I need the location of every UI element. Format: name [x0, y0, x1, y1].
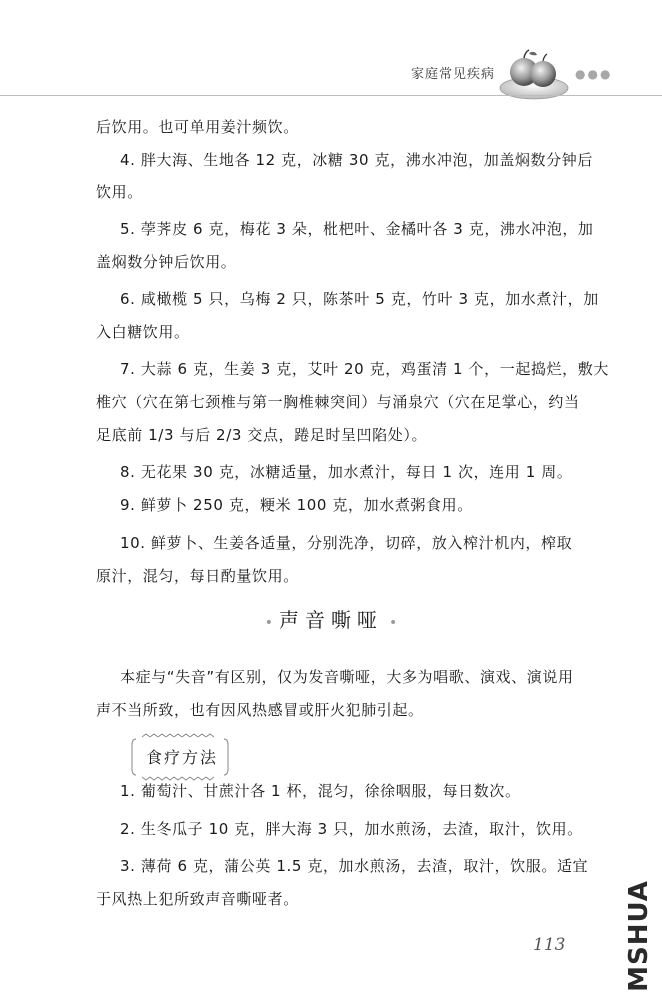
paragraph-line: 10. 鲜萝卜、生姜各适量，分别洗净，切碎，放入榨汁机内，榨取 — [120, 534, 573, 552]
paragraph-line: 椎穴（穴在第七颈椎与第一胸椎棘突间）与涌泉穴（穴在足掌心，约当 — [96, 393, 580, 411]
remedy-line: 于风热上犯所致声音嘶哑者。 — [96, 890, 299, 908]
running-header-title: 家庭常见疾病 — [411, 67, 496, 82]
paragraph-line: 7. 大蒜 6 克，生姜 3 克，艾叶 20 克，鸡蛋清 1 个，一起捣烂，敷大 — [120, 360, 609, 378]
paragraph-line: 原汁，混匀，每日酌量饮用。 — [96, 567, 299, 585]
paragraph-line: 5. 荸荠皮 6 克，梅花 3 朵，枇杷叶、金橘叶各 3 克，沸水冲泡，加 — [120, 220, 594, 238]
paragraph-line: 8. 无花果 30 克，冰糖适量，加水煮汁，每日 1 次，连用 1 周。 — [120, 463, 573, 481]
remedy-line: 3. 薄荷 6 克，蒲公英 1.5 克，加水煎汤，去渣，取汁，饮服。适宜 — [120, 857, 589, 875]
page-number: 113 — [533, 935, 566, 955]
watermark — [616, 870, 662, 1001]
fruit-bowl-logo — [498, 44, 570, 102]
watermark-text: MSHUA — [624, 879, 654, 992]
title-dot-left: • — [264, 615, 273, 631]
header-divider — [0, 95, 662, 96]
paragraph-line: 足底前 1/3 与后 2/3 交点，踡足时呈凹陷处）。 — [96, 426, 428, 444]
remedy-line: 1. 葡萄汁、甘蔗汁各 1 杯，混匀，徐徐咽服，每日数次。 — [120, 782, 521, 800]
paragraph-line: 后饮用。也可单用姜汁频饮。 — [96, 118, 299, 136]
page-header — [0, 0, 662, 108]
section-intro-line: 本症与“失音”有区别，仅为发音嘶哑，大多为唱歌、演戏、演说用 — [120, 668, 574, 686]
section-title-text: 声音嘶哑 — [279, 608, 383, 632]
remedy-line: 2. 生冬瓜子 10 克，胖大海 3 只，加水煎汤，去渣，取汁，饮用。 — [120, 820, 583, 838]
paragraph-line: 4. 胖大海、生地各 12 克，冰糖 30 克，沸水冲泡，加盖焖数分钟后 — [120, 151, 593, 169]
decoration-dots: ●●● — [575, 67, 613, 81]
paragraph-line: 6. 咸橄榄 5 只，乌梅 2 只，陈茶叶 5 克，竹叶 3 克，加水煮汁，加 — [120, 290, 599, 308]
section-intro-line: 声不当所致，也有因风热感冒或肝火犯肺引起。 — [96, 701, 424, 719]
paragraph-line: 饮用。 — [96, 183, 143, 201]
subsection-label: 食疗方法 — [146, 748, 219, 767]
paragraph-line: 9. 鲜萝卜 250 克，粳米 100 克，加水煮粥食用。 — [120, 496, 473, 514]
title-dot-right: • — [389, 615, 398, 631]
section-title — [0, 604, 662, 633]
paragraph-line: 盖焖数分钟后饮用。 — [96, 253, 237, 271]
paragraph-line: 入白糖饮用。 — [96, 323, 190, 341]
